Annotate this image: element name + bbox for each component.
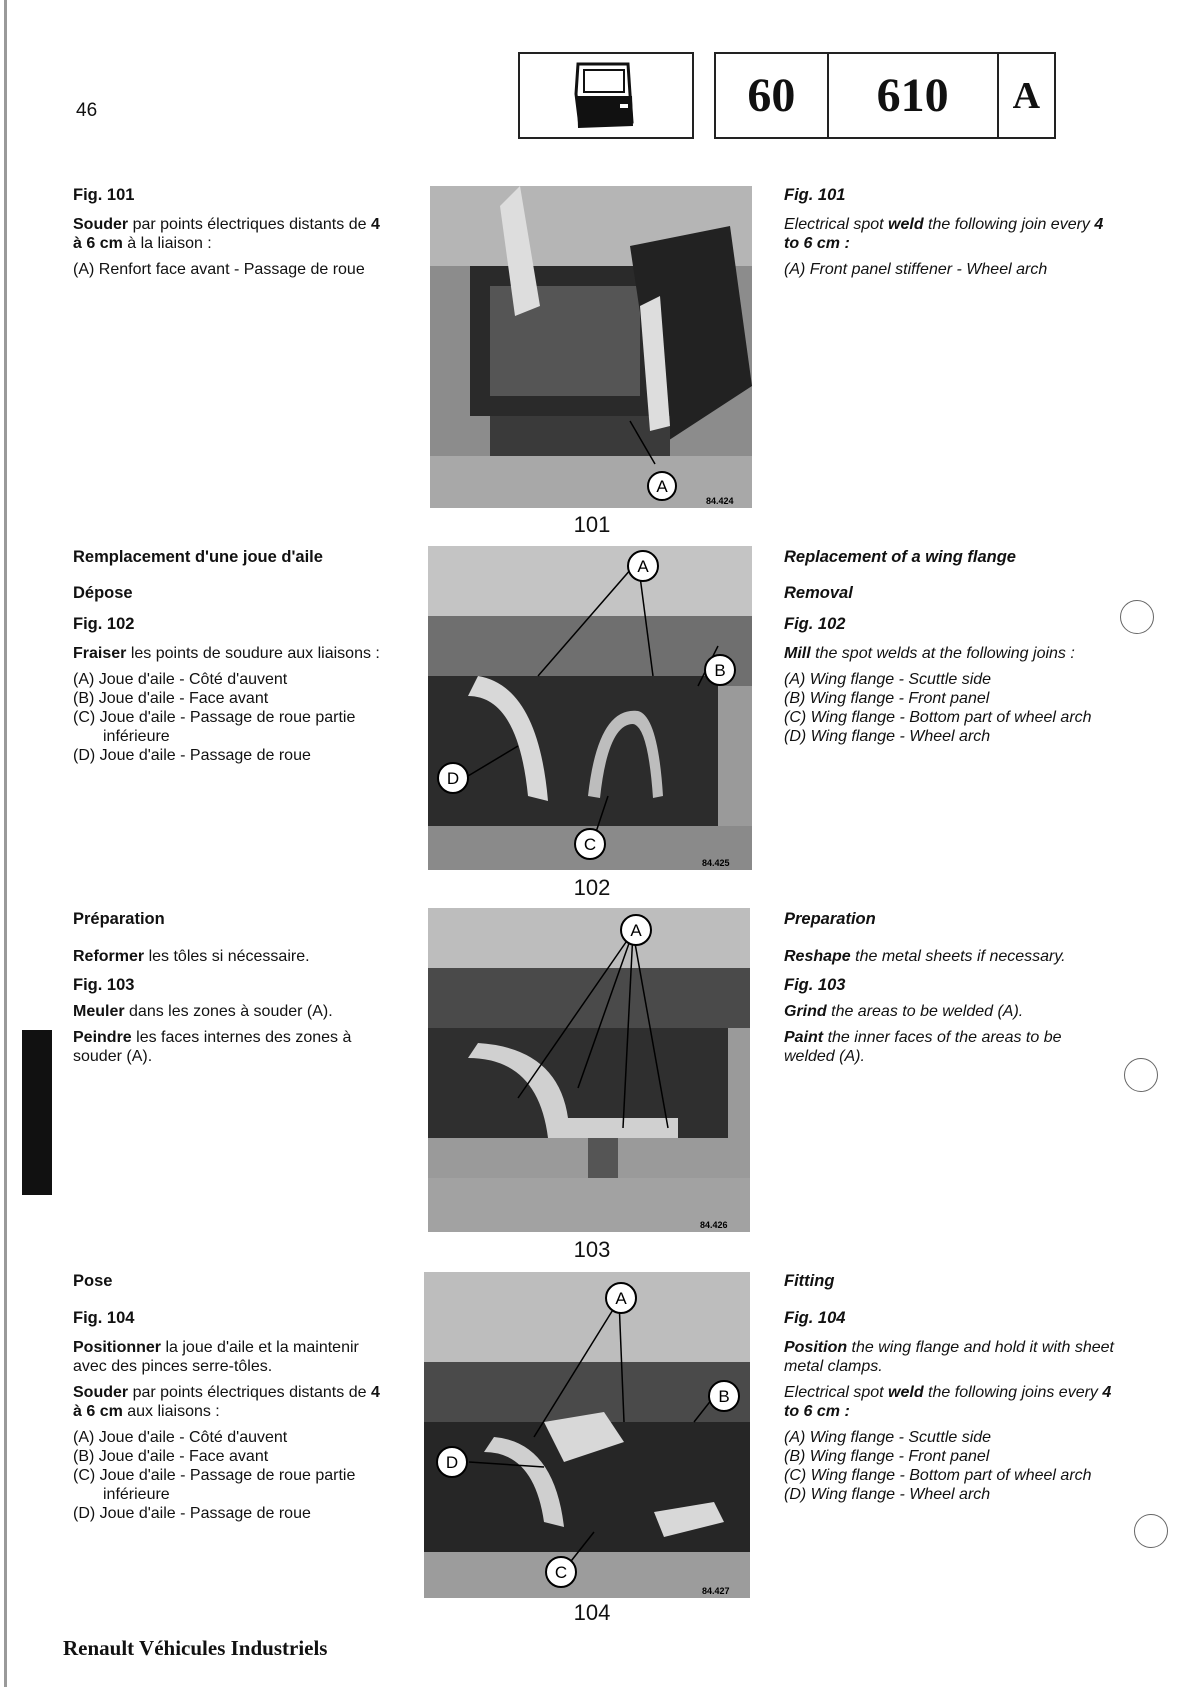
figure-number: 101: [573, 512, 611, 537]
section-heading: Remplacement d'une joue d'aile: [73, 548, 323, 566]
subheading: Dépose: [73, 584, 133, 602]
publisher-footer: Renault Véhicules Industriels: [63, 1636, 328, 1660]
callout-label: B: [714, 661, 726, 680]
callout-label: C: [583, 835, 597, 854]
figure-number: 102: [573, 875, 611, 900]
callout-label: D: [445, 1453, 459, 1472]
photo-fig-101: [430, 186, 752, 508]
callout-label: C: [554, 1563, 568, 1582]
cab-icon-box: [518, 52, 694, 139]
list-item: (D) Wing flange - Wheel arch: [784, 1486, 991, 1503]
section-code-box: [714, 52, 1056, 139]
side-tab-marker: [22, 1030, 52, 1195]
code-chapter: 60: [716, 54, 829, 137]
workshop-photo: [428, 908, 750, 1232]
binder-hole-icon: [1120, 600, 1154, 634]
list-item: (B) Wing flange - Front panel: [784, 690, 990, 707]
scan-edge: [4, 0, 7, 1687]
callout-label: D: [446, 769, 460, 788]
list-item: (A) Joue d'aile - Côté d'auvent: [73, 671, 288, 688]
list-item: (A) Wing flange - Scuttle side: [784, 671, 992, 688]
list-item: (B) Joue d'aile - Face avant: [73, 1448, 269, 1465]
list-item: (D) Wing flange - Wheel arch: [784, 728, 991, 745]
list-item: (C) Joue d'aile - Passage de roue partie inférieure: [73, 709, 356, 745]
list-item: (A) Joue d'aile - Côté d'auvent: [73, 1429, 288, 1446]
callout-label: A: [630, 921, 642, 940]
photo-fig-104: [424, 1272, 750, 1598]
list-item: (B) Joue d'aile - Face avant: [73, 690, 269, 707]
photo-fig-102: [428, 546, 752, 870]
workshop-photo: [428, 546, 752, 870]
fig-label: Fig. 101: [784, 186, 846, 204]
list-item: (A) Wing flange - Scuttle side: [784, 1429, 992, 1446]
section-heading: Preparation: [784, 910, 876, 928]
fig-label: Fig. 103: [784, 976, 846, 994]
list-item: (A) Renfort face avant - Passage de roue: [73, 261, 365, 278]
workshop-photo: [430, 186, 752, 508]
section-heading: Replacement of a wing flange: [784, 548, 1016, 566]
fr-fig102-block: Remplacement d'une joue d'aile Dépose Fig. 102 Fraiser les points de soudure aux liaisons : (A) Joue d'aile - Côté d'auvent (B) Joue d'aile - Face avant (C) Joue d'aile - Passage de roue partie inférieure (D) Joue d'aile - Passage de roue: [73, 548, 393, 765]
action-word: weld: [888, 216, 924, 233]
fig-label: Fig. 104: [73, 1309, 135, 1327]
section-heading: Pose: [73, 1272, 113, 1290]
callout-label: A: [656, 477, 668, 496]
action-word: Souder: [73, 216, 129, 233]
list-item: (C) Wing flange - Bottom part of wheel arch: [784, 709, 1092, 726]
photo-fig-103: [428, 908, 750, 1232]
workshop-photo: [424, 1272, 750, 1598]
fig-label: Fig. 104: [784, 1309, 846, 1327]
page-number: 46: [76, 100, 98, 121]
binder-hole-icon: [1124, 1058, 1158, 1092]
list-item: (C) Joue d'aile - Passage de roue partie inférieure: [73, 1467, 356, 1503]
fr-fig101-block: Fig. 101 Souder par points électriques distants de 4 à 6 cm à la liaison : (A) Renfort face avant - Passage de roue: [73, 186, 393, 279]
fig-label: Fig. 102: [73, 615, 135, 633]
list-item: (D) Joue d'aile - Passage de roue: [73, 747, 311, 764]
code-variant: A: [1012, 74, 1041, 117]
en-fig101-block: Fig. 101 Electrical spot weld the following join every 4 to 6 cm : (A) Front panel stiffener - Wheel arch: [784, 186, 1114, 279]
truck-cab-icon: [520, 54, 692, 137]
fig-label: Fig. 103: [73, 976, 135, 994]
list-item: (D) Joue d'aile - Passage de roue: [73, 1505, 311, 1522]
fr-fig103-block: Préparation Reformer les tôles si nécessaire. Fig. 103 Meuler dans les zones à souder (A). Peindre les faces internes des zones à souder (A).: [73, 910, 393, 1073]
section-heading: Préparation: [73, 910, 165, 928]
en-fig102-block: Replacement of a wing flange Removal Fig. 102 Mill the spot welds at the following joins : (A) Wing flange - Scuttle side (B) Wing flange - Front panel (C) Wing flange - Bottom part of wheel arch (D) Wing flange - Wheel arch: [784, 548, 1114, 746]
list-item: (A) Front panel stiffener - Wheel arch: [784, 261, 1048, 278]
figure-number: 104: [573, 1600, 611, 1625]
photo-ref: 84.425: [702, 858, 730, 868]
section-heading: Fitting: [784, 1272, 835, 1290]
photo-ref: 84.424: [706, 496, 734, 506]
subheading: Removal: [784, 584, 853, 602]
callout-label: A: [615, 1289, 627, 1308]
photo-ref: 84.426: [700, 1220, 728, 1230]
binder-hole-icon: [1134, 1514, 1168, 1548]
list-item: (B) Wing flange - Front panel: [784, 1448, 990, 1465]
callout-label: A: [637, 557, 649, 576]
list-item: (C) Wing flange - Bottom part of wheel arch: [784, 1467, 1092, 1484]
figure-number: 103: [573, 1237, 611, 1262]
fig-label: Fig. 101: [73, 186, 135, 204]
fr-fig104-block: Pose Fig. 104 Positionner la joue d'aile et la maintenir avec des pinces serre-tôles. Souder par points électriques distants de 4 à 6 cm aux liaisons : (A) Joue d'aile - Côté d'auvent (B) Joue d'aile - Face avant (C) Joue d'aile - Passage de roue partie inférieure (D) Joue d'aile - Passage de roue: [73, 1272, 393, 1523]
callout-label: B: [718, 1387, 730, 1406]
code-section: 610: [829, 54, 999, 137]
en-fig104-block: Fitting Fig. 104 Position the wing flange and hold it with sheet metal clamps. Electrical spot weld the following joins every 4 to 6 cm : (A) Wing flange - Scuttle side (B) Wing flange - Front panel (C) Wing flange - Bottom part of wheel arch (D) Wing flange - Wheel arch: [784, 1272, 1114, 1503]
en-fig103-block: Preparation Reshape the metal sheets if necessary. Fig. 103 Grind the areas to be welded (A). Paint the inner faces of the areas to be welded (A).: [784, 910, 1114, 1073]
photo-ref: 84.427: [702, 1586, 730, 1596]
fig-label: Fig. 102: [784, 615, 846, 633]
